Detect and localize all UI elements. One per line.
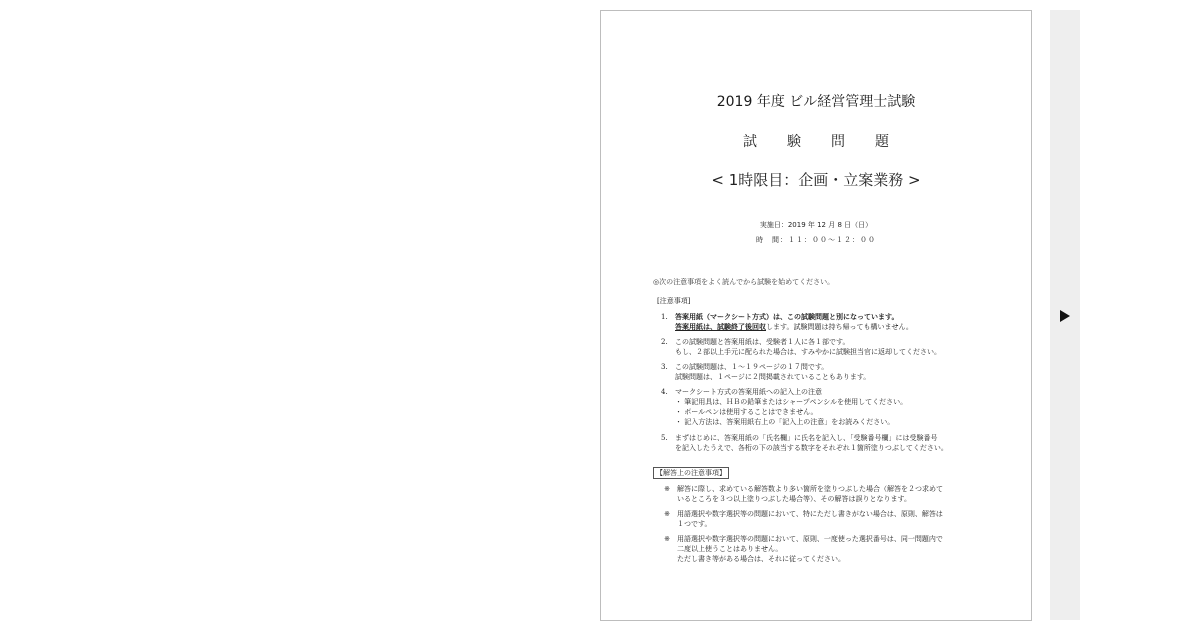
note-item-4: 4. マークシート方式の答案用紙への記入上の注意 ・ 筆記用具は、ＨＢの鉛筆またはシャープペンシルを使用してください。 ・ ボールペンは使用することはできません。 ・ 記入方法は、答案用紙右上の「記入上の注意」をお読みください。	[661, 388, 908, 426]
triangle-right-icon	[1059, 309, 1071, 323]
intro-text: ◎次の注意事項をよく読んでから試験を始めてください。	[653, 278, 835, 286]
note-item-3: 3. この試験問題は、１〜１９ページの１７問です。 試験問題は、１ページに２問掲載されていることもあります。	[661, 363, 871, 381]
exam-subtitle: 試験問題	[743, 134, 919, 150]
document-page	[600, 10, 1032, 621]
note-item-1: 1. 答案用紙（マークシート方式）は、この試験問題と別になっています。 答案用紙は、試験終了後回収します。試験問題は持ち帰っても構いません。	[661, 312, 913, 331]
note-item-5: 5. まずはじめに、答案用紙の「氏名欄」に氏名を記入し、「受験番号欄」には受験番号 を記入したうえで、各桁の下の該当する数字をそれぞれ１箇所塗りつぶしてください。	[661, 434, 948, 452]
next-page-button[interactable]	[1050, 305, 1080, 327]
exam-date: 実施日：2019 年 12 月 8 日（日）	[759, 221, 873, 229]
viewer-side-panel	[1050, 10, 1080, 620]
session-title: < 1時限目：企画・立案業務 >	[711, 171, 921, 189]
exam-title: 2019 年度 ビル経営管理士試験	[716, 94, 916, 110]
notes-heading: [注意事項]	[657, 297, 691, 305]
answer-note-3: ※ 用語選択や数字選択等の問題において、原則、一度使った選択番号は、同一問題内で 二度以上使うことはありません。 ただし書き等がある場合は、それに従ってください。	[664, 535, 943, 563]
exam-time: 時 間：１１：００〜１２：００	[756, 236, 876, 244]
answer-notes-heading: 【解答上の注意事項】	[653, 467, 729, 479]
answer-note-1: ※ 解答に際し、求めている解答数より多い箇所を塗りつぶした場合（解答を２つ求めて いるところを３つ以上塗りつぶした場合等）、その解答は誤りとなります。	[664, 485, 943, 503]
note-item-2: 2. この試験問題と答案用紙は、受験者１人に各１部です。 もし、２部以上手元に配られた場合は、すみやかに試験担当官に返却してください。	[661, 338, 941, 356]
answer-note-2: ※ 用語選択や数字選択等の問題において、特にただし書きがない場合は、原則、解答は １つです。	[664, 510, 943, 528]
